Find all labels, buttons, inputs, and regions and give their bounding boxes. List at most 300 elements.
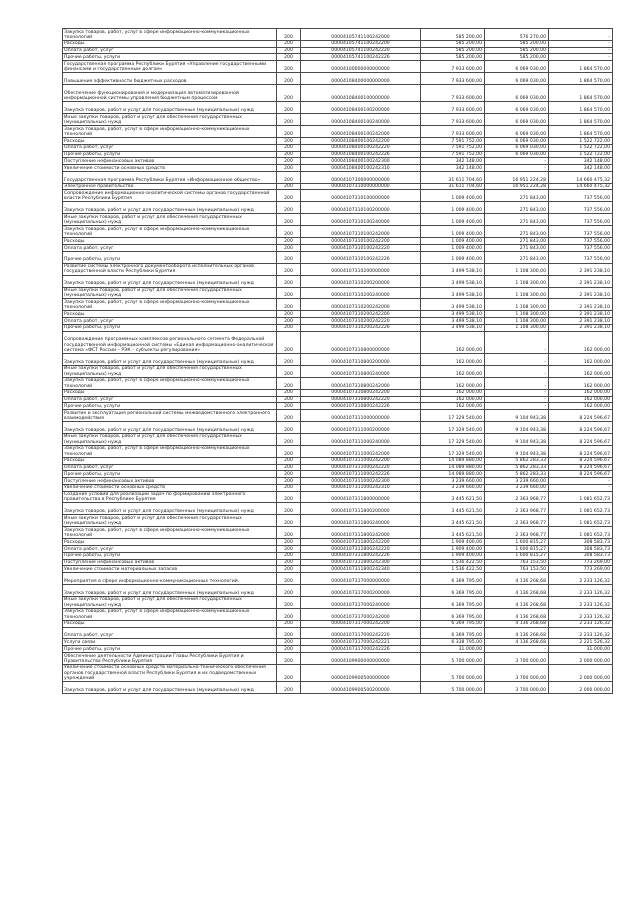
row-name: Увеличение стоимости основных средств [63,484,277,491]
table-row [63,190,613,202]
row-approved-amount: 17 329 540,00 [421,445,485,457]
table-row [63,646,613,653]
row-approved-amount: 162 000,00 [421,377,485,389]
row-line-code: 200 [277,40,301,47]
table-row [63,331,613,353]
row-approved-amount: 7 933 600,00 [421,61,485,73]
row-approved-amount: 162 000,00 [421,353,485,365]
row-executed-amount: 1 108 300,00 [485,324,549,331]
row-name: Увеличение стоимости материальных запасов [63,566,277,573]
row-budget-code: 00004107311800242220 [301,546,421,553]
row-executed-amount: 271 843,00 [485,190,549,202]
row-unexecuted-amount: 342 148,00 [549,158,613,165]
row-approved-amount: 3 499 538,10 [421,299,485,311]
row-executed-amount: - [485,158,549,165]
row-line-code: 200 [277,144,301,151]
table-body [63,29,613,694]
row-approved-amount: 3 499 538,10 [421,311,485,318]
row-executed-amount: - [485,396,549,403]
row-unexecuted-amount: 2 391 238,10 [549,287,613,299]
table-row [63,114,613,126]
row-unexecuted-amount: 2 391 238,10 [549,275,613,287]
row-name: Закупка товаров, работ и услуг для государственных (муниципальных) нужд [63,102,277,114]
table-row [63,584,613,596]
row-unexecuted-amount: 8 224 596,67 [549,457,613,464]
row-executed-amount: 4 136 268,68 [485,584,549,596]
row-approved-amount: 585 200,00 [421,29,485,41]
table-row [63,158,613,165]
row-executed-amount: - [485,365,549,377]
row-line-code: 200 [277,627,301,639]
row-executed-amount: 5 862 283,33 [485,457,549,464]
row-line-code: 200 [277,238,301,245]
row-name: Расходы [63,138,277,145]
row-unexecuted-amount: 1 081 652,73 [549,503,613,515]
table-row [63,527,613,539]
row-budget-code: 00004107311000242220 [301,464,421,471]
row-executed-amount: 1 600 815,27 [485,539,549,546]
row-name: Иные закупки товаров, работ и услуг для обеспечения государственных (муниципальных) нужд [63,214,277,226]
row-unexecuted-amount: - [549,40,613,47]
row-name: Иные закупки товаров, работ и услуг для обеспечения государственных (муниципальных) нужд [63,114,277,126]
row-unexecuted-amount: 773 269,00 [549,566,613,573]
table-row [63,171,613,183]
row-name: Сопровождение программных комплексов регионального сегмента Федеральной государственной информационной системы «Единая информационно-аналитическая система «ФСТ России – РЭК – субъекты регулирования» [63,331,277,353]
row-unexecuted-amount: 162 000,00 [549,353,613,365]
row-executed-amount: 271 843,00 [485,251,549,263]
row-approved-amount: 17 329 540,00 [421,421,485,433]
table-row [63,539,613,546]
row-unexecuted-amount: 737 556,00 [549,238,613,245]
table-row [63,165,613,172]
row-unexecuted-amount: 1 864 570,00 [549,114,613,126]
row-line-code: 200 [277,29,301,41]
table-row [63,396,613,403]
row-budget-code: 00004108400100242200 [301,138,421,145]
row-unexecuted-amount: 162 000,00 [549,365,613,377]
row-budget-code: 00004107310200242226 [301,324,421,331]
table-row [63,214,613,226]
row-line-code: 200 [277,682,301,694]
row-name: Закупка товаров, работ, услуг в сфере информационно-коммуникационных технологий [63,527,277,539]
row-approved-amount: 14 089 880,00 [421,457,485,464]
row-executed-amount: - [485,403,549,410]
row-name: Расходы [63,389,277,396]
row-budget-code: 00004107310800242200 [301,389,421,396]
row-name: Поступление нефинансовых активов [63,158,277,165]
row-name: Оплата работ, услуг [63,244,277,251]
row-unexecuted-amount: 162 000,00 [549,377,613,389]
row-line-code: 200 [277,664,301,681]
row-approved-amount: 5 700 000,00 [421,664,485,681]
row-budget-code: 00004107310100242226 [301,251,421,263]
table-row [63,389,613,396]
row-name: Прочие работы, услуги [63,471,277,478]
row-executed-amount: 6 069 030,00 [485,114,549,126]
row-approved-amount: 585 200,00 [421,47,485,54]
row-budget-code: 00004107310200242000 [301,299,421,311]
row-executed-amount: 585 200,00 [485,47,549,54]
row-approved-amount: 3 499 538,10 [421,324,485,331]
table-row [63,311,613,318]
row-name: Оплата работ, услуг [63,627,277,639]
row-executed-amount: 1 600 815,27 [485,546,549,553]
row-approved-amount: 7 591 752,00 [421,151,485,158]
row-line-code: 200 [277,478,301,485]
row-budget-code: 00004107311800240000 [301,515,421,527]
row-line-code: 200 [277,275,301,287]
row-executed-amount: 2 363 968,77 [485,491,549,503]
table-row [63,471,613,478]
row-name: Прочие работы, услуги [63,151,277,158]
row-budget-code: 00004109900500200000 [301,682,421,694]
row-approved-amount: 3 445 621,50 [421,491,485,503]
row-budget-code: 00004108400100242226 [301,151,421,158]
row-executed-amount: 271 843,00 [485,244,549,251]
row-name: Закупка товаров, работ и услуг для государственных (муниципальных) нужд [63,421,277,433]
row-unexecuted-amount: 8 224 596,67 [549,445,613,457]
table-row [63,552,613,559]
row-unexecuted-amount: 2 000 000,00 [549,682,613,694]
row-executed-amount: - [485,389,549,396]
row-executed-amount: 6 069 030,00 [485,85,549,102]
row-line-code: 200 [277,331,301,353]
row-executed-amount: 9 104 943,38 [485,433,549,445]
row-approved-amount: 3 499 538,10 [421,287,485,299]
row-unexecuted-amount: 737 556,00 [549,190,613,202]
row-budget-code: 00004108400100242220 [301,144,421,151]
row-unexecuted-amount: 8 224 596,67 [549,464,613,471]
table-row [63,365,613,377]
row-line-code: 200 [277,445,301,457]
row-unexecuted-amount: 308 583,73 [549,552,613,559]
table-row [63,682,613,694]
row-approved-amount: 17 329 540,00 [421,433,485,445]
row-approved-amount: 5 700 000,00 [421,652,485,664]
row-approved-amount: 1 909 400,00 [421,539,485,546]
row-budget-code: 00004107311800200000 [301,503,421,515]
row-name: Услуги связи [63,639,277,646]
row-budget-code: 00004107311800242340 [301,566,421,573]
row-approved-amount: 31 611 704,60 [421,171,485,183]
row-name: Увеличение стоимости основных средств материально-технического обеспечения органов государственной власти Республики Бурятия и их подведомственных учреждений [63,664,277,681]
row-approved-amount: 14 089 880,00 [421,464,485,471]
table-row [63,464,613,471]
row-budget-code: 00004107311000200000 [301,421,421,433]
row-budget-code: 00004107310100200000 [301,202,421,214]
row-budget-code: 00004107317000242226 [301,646,421,653]
row-approved-amount: 7 933 600,00 [421,126,485,138]
row-budget-code: 00004108400100242000 [301,126,421,138]
row-unexecuted-amount: 2 000 000,00 [549,664,613,681]
row-approved-amount: 342 148,00 [421,165,485,172]
row-budget-code: 00004107310800242000 [301,377,421,389]
row-line-code: 200 [277,573,301,585]
row-line-code: 200 [277,539,301,546]
row-approved-amount: 162 000,00 [421,365,485,377]
row-budget-code: 00004107311000242000 [301,445,421,457]
row-unexecuted-amount: 8 224 596,67 [549,410,613,422]
row-approved-amount: 1 009 400,00 [421,226,485,238]
table-row [63,263,613,275]
row-approved-amount: 1 536 422,50 [421,566,485,573]
table-row [63,226,613,238]
row-budget-code: 00004108400100200000 [301,102,421,114]
row-line-code: 200 [277,102,301,114]
row-budget-code: 00004107310200240000 [301,287,421,299]
row-name: Обеспечение деятельности Администрации Главы Республики Бурятия и Правительства Республики Бурятия [63,652,277,664]
row-executed-amount: 271 843,00 [485,238,549,245]
row-executed-amount: 5 862 283,33 [485,471,549,478]
table-row [63,54,613,61]
row-executed-amount: 271 843,00 [485,214,549,226]
row-unexecuted-amount: 1 864 570,00 [549,73,613,85]
row-approved-amount: 1 009 400,00 [421,214,485,226]
row-budget-code: 00004107311000242310 [301,484,421,491]
row-approved-amount: 31 611 704,60 [421,183,485,190]
row-executed-amount: 16 951 224,28 [485,183,549,190]
row-name: Прочие работы, услуги [63,251,277,263]
table-row [63,664,613,681]
row-budget-code: 00004107311000242200 [301,457,421,464]
row-executed-amount: - [485,353,549,365]
row-name: Электронное правительство [63,183,277,190]
row-budget-code: 00004107310200242220 [301,318,421,325]
row-unexecuted-amount: - [549,484,613,491]
row-name: Развитие и эксплуатация региональной системы межведомственного электронного взаимодействия [63,410,277,422]
row-unexecuted-amount: 737 556,00 [549,251,613,263]
row-name: Расходы [63,40,277,47]
row-approved-amount: 1 009 400,00 [421,238,485,245]
row-line-code: 200 [277,457,301,464]
row-executed-amount: 9 104 943,38 [485,410,549,422]
row-name: Государственная программа Республики Бурятия «Управление государственными финансами и государственным долгом» [63,61,277,73]
row-line-code: 200 [277,608,301,620]
table-row [63,639,613,646]
row-name: Прочие работы, услуги [63,552,277,559]
row-executed-amount: 9 104 943,38 [485,421,549,433]
row-unexecuted-amount: 8 224 596,67 [549,471,613,478]
table-row [63,73,613,85]
table-row [63,478,613,485]
row-name: Повышение эффективности бюджетных расходов [63,73,277,85]
row-line-code: 200 [277,54,301,61]
table-row [63,491,613,503]
row-approved-amount: 3 445 621,50 [421,503,485,515]
row-executed-amount: 4 136 268,68 [485,627,549,639]
row-approved-amount: 6 369 795,00 [421,620,485,627]
row-budget-code: 00004100000000000000 [301,61,421,73]
row-name: Закупка товаров, работ, услуг в сфере информационно-коммуникационных технологий [63,226,277,238]
row-unexecuted-amount: 162 000,00 [549,389,613,396]
row-name: Прочие работы, услуги [63,646,277,653]
row-name: Закупка товаров, работ и услуг для государственных (муниципальных) нужд [63,584,277,596]
row-budget-code: 00004108400000000000 [301,73,421,85]
row-unexecuted-amount: 1 081 652,73 [549,527,613,539]
row-line-code: 200 [277,515,301,527]
row-executed-amount: - [485,377,549,389]
row-name: Иные закупки товаров, работ и услуг для обеспечения государственных (муниципальных) нужд [63,515,277,527]
row-name: Развитие системы электронного документооборота исполнительных органов государственной власти Республики Бурятия [63,263,277,275]
row-budget-code: 00004107311000242226 [301,471,421,478]
row-executed-amount: 2 363 968,77 [485,503,549,515]
row-budget-code: 00004108400100000000 [301,85,421,102]
row-unexecuted-amount: 2 233 126,32 [549,584,613,596]
row-name: Закупка товаров, работ, услуг в сфере информационно-коммуникационных технологий [63,608,277,620]
row-budget-code: 00004108400100242300 [301,158,421,165]
row-unexecuted-amount: - [549,29,613,41]
row-approved-amount: 1 009 400,00 [421,244,485,251]
row-budget-code: 00004107310800000000 [301,331,421,353]
row-line-code: 200 [277,464,301,471]
row-unexecuted-amount: 14 660 475,32 [549,183,613,190]
row-approved-amount: 1 009 400,00 [421,190,485,202]
row-approved-amount: 1 536 422,50 [421,559,485,566]
row-executed-amount: 6 069 030,00 [485,138,549,145]
row-line-code: 200 [277,226,301,238]
row-executed-amount: 5 862 283,33 [485,464,549,471]
row-executed-amount: 763 153,50 [485,566,549,573]
row-executed-amount: - [485,646,549,653]
row-unexecuted-amount: 2 391 238,10 [549,263,613,275]
row-approved-amount: 7 933 600,00 [421,85,485,102]
row-name: Расходы [63,457,277,464]
row-executed-amount: 1 108 300,00 [485,299,549,311]
row-executed-amount: 585 200,00 [485,40,549,47]
row-budget-code: 00004107310100242000 [301,226,421,238]
row-line-code: 200 [277,73,301,85]
row-budget-code: 00004107311800242000 [301,527,421,539]
table-row [63,566,613,573]
row-executed-amount: 1 108 300,00 [485,318,549,325]
table-row [63,377,613,389]
row-line-code: 200 [277,311,301,318]
row-line-code: 200 [277,566,301,573]
row-executed-amount: 3 700 000,00 [485,682,549,694]
table-row [63,318,613,325]
row-name: Государственная программа Республики Бурятия «Информационное общество» [63,171,277,183]
row-unexecuted-amount: 2 233 126,32 [549,573,613,585]
row-name: Оплата работ, услуг [63,464,277,471]
table-row [63,353,613,365]
row-executed-amount: 6 069 030,00 [485,144,549,151]
row-budget-code: 00004107310100240000 [301,214,421,226]
row-unexecuted-amount: 2 000 000,00 [549,652,613,664]
table-row [63,102,613,114]
row-name: Закупка товаров, работ, услуг в сфере информационно-коммуникационных технологий [63,126,277,138]
row-budget-code: 00004107311000242300 [301,478,421,485]
row-name: Прочие работы, услуги [63,403,277,410]
row-line-code: 200 [277,421,301,433]
row-executed-amount: 6 069 030,00 [485,73,549,85]
row-budget-code: 00004107311800242226 [301,552,421,559]
row-line-code: 200 [277,552,301,559]
row-approved-amount: 3 239 660,00 [421,484,485,491]
row-executed-amount: - [485,331,549,353]
row-line-code: 200 [277,299,301,311]
table-row [63,61,613,73]
table-row [63,47,613,54]
row-name: Оплата работ, услуг [63,47,277,54]
row-budget-code: 00004107311800000000 [301,491,421,503]
row-line-code: 200 [277,171,301,183]
row-executed-amount: 1 108 300,00 [485,263,549,275]
table-row [63,403,613,410]
row-line-code: 200 [277,244,301,251]
table-row [63,608,613,620]
row-executed-amount: 4 136 268,68 [485,596,549,608]
row-line-code: 200 [277,503,301,515]
row-line-code: 200 [277,287,301,299]
row-budget-code: 00004108400100242310 [301,165,421,172]
row-approved-amount: 6 369 795,00 [421,573,485,585]
row-budget-code: 00004107310100242200 [301,238,421,245]
row-executed-amount: 2 363 968,77 [485,515,549,527]
row-budget-code: 00004107310200000000 [301,263,421,275]
row-approved-amount: 585 200,00 [421,54,485,61]
row-unexecuted-amount: 2 221 526,32 [549,639,613,646]
row-line-code: 200 [277,263,301,275]
row-name: Закупка товаров, работ, услуг в сфере информационно-коммуникационных технологий [63,377,277,389]
row-approved-amount: 1 909 400,00 [421,546,485,553]
row-budget-code: 00004107311000240000 [301,433,421,445]
row-line-code: 200 [277,47,301,54]
row-budget-code: 00004107311800242200 [301,539,421,546]
table-row [63,457,613,464]
table-row [63,29,613,41]
row-unexecuted-amount: 8 224 596,67 [549,421,613,433]
row-name: Закупка товаров, работ, услуг в сфере информационно-коммуникационных технологий [63,29,277,41]
row-unexecuted-amount: 1 522 722,00 [549,138,613,145]
row-line-code: 200 [277,214,301,226]
row-budget-code: 00004109900000000000 [301,652,421,664]
row-line-code: 200 [277,183,301,190]
row-line-code: 200 [277,165,301,172]
row-executed-amount: 576 270,00 [485,29,549,41]
row-approved-amount: 6 369 795,00 [421,584,485,596]
row-approved-amount: 5 700 000,00 [421,682,485,694]
row-name: Закупка товаров, работ и услуг для государственных (муниципальных) нужд [63,503,277,515]
row-line-code: 200 [277,158,301,165]
row-line-code: 200 [277,403,301,410]
row-unexecuted-amount: 737 556,00 [549,226,613,238]
row-line-code: 200 [277,318,301,325]
row-approved-amount: 6 369 795,00 [421,608,485,620]
row-unexecuted-amount: 2 391 238,10 [549,299,613,311]
row-executed-amount: 4 136 268,68 [485,573,549,585]
row-unexecuted-amount: 1 864 570,00 [549,102,613,114]
row-approved-amount: 3 239 660,00 [421,478,485,485]
row-unexecuted-amount: 737 556,00 [549,214,613,226]
row-line-code: 200 [277,365,301,377]
row-unexecuted-amount: 8 224 596,67 [549,433,613,445]
row-line-code: 200 [277,596,301,608]
row-name: Расходы [63,620,277,627]
row-line-code: 200 [277,584,301,596]
row-name: Поступление нефинансовых активов [63,478,277,485]
row-budget-code: 00004107317000242200 [301,620,421,627]
row-approved-amount: 31 000,00 [421,646,485,653]
row-unexecuted-amount: 1 522 722,00 [549,144,613,151]
row-approved-amount: 3 499 538,10 [421,263,485,275]
table-row [63,40,613,47]
row-budget-code: 00004107317000000000 [301,573,421,585]
row-unexecuted-amount: 308 583,73 [549,539,613,546]
row-line-code: 200 [277,324,301,331]
row-executed-amount: 1 600 815,27 [485,552,549,559]
row-approved-amount: 7 933 600,00 [421,114,485,126]
row-line-code: 200 [277,389,301,396]
